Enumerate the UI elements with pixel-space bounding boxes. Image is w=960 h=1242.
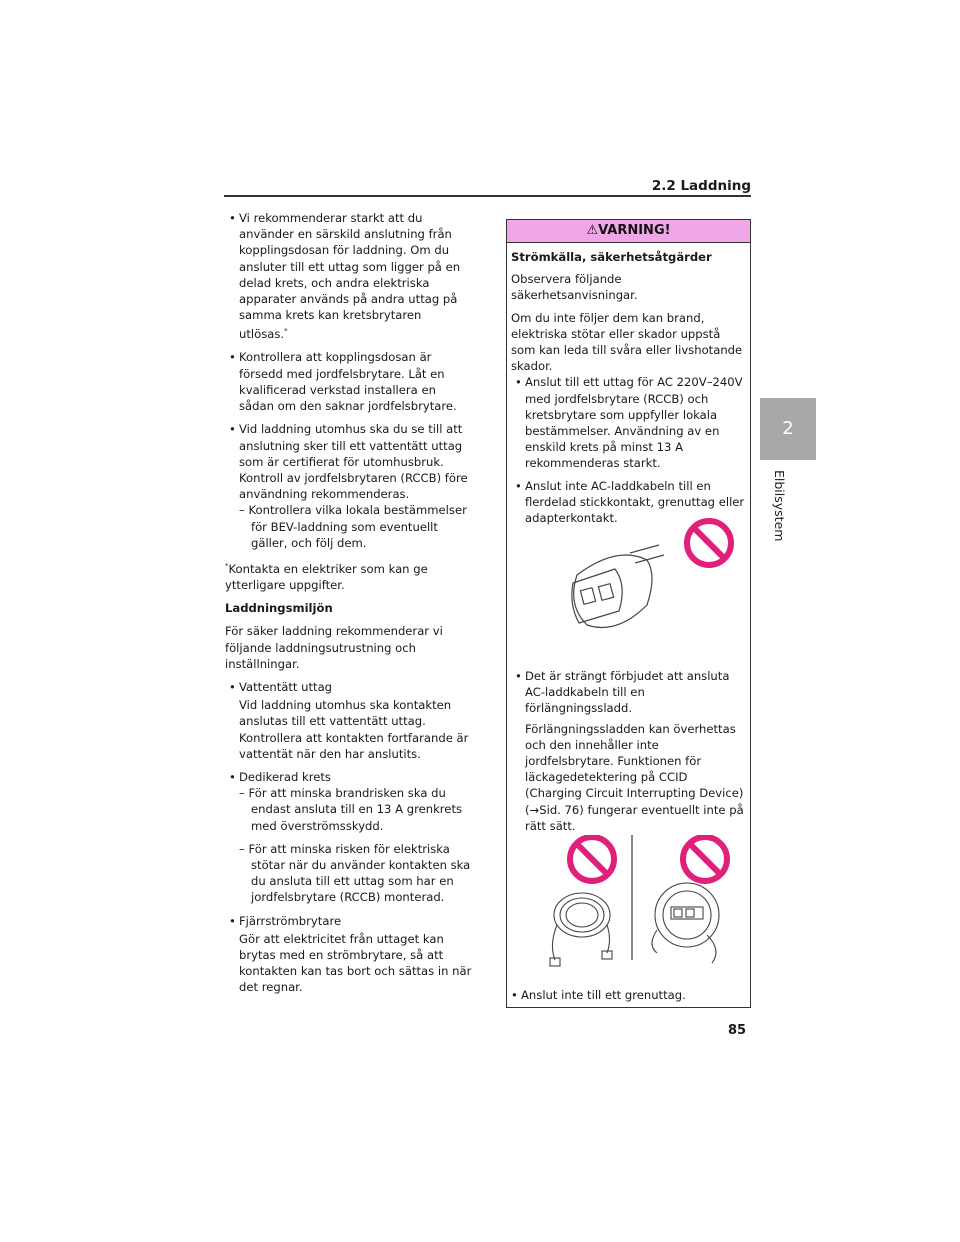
page-number: 85: [728, 1023, 747, 1038]
bullet-waterproof: • Vattentätt uttag: [229, 680, 333, 694]
bullet-remote-switch: • Fjärrströmbrytare: [229, 913, 342, 928]
bullet-outdoor: • Vid laddning utomhus ska du se till att anslutning sker till ett vattentätt uttag som är certifierat för utomhusbruk. Kontroll av jordfelsbrytaren (RCCB) före användning rekommenderas.: [229, 422, 468, 502]
warning-extension-text: Förlängningssladden kan överhettas och den innehåller inte jordfelsbrytare. Funktionen för läckagedetektering på CCID (Charging Circuit Interrupting Device) (→Sid. 76) fungerar eventuellt inte på rätt sätt.: [525, 721, 744, 833]
waterproof-text: Vid laddning utomhus ska kontakten anslutas till ett vattentätt uttag. Kontrollera att kontakten fortfarande är vattentät när den har anslutits.: [239, 698, 469, 761]
warning-triangle-icon: ⚠: [586, 223, 599, 238]
bullet-rccb-check: • Kontrollera att kopplingsdosan är försedd med jordfelsbrytare. Låt en kvalificerad verkstad installera en sådan om den saknar jordfelsbrytare.: [229, 350, 457, 414]
prohibited-icon: [687, 521, 731, 565]
extension-cord-illustration: [550, 893, 612, 966]
extension-cord-prohibited-figure: [507, 835, 750, 985]
chapter-label: Elbilsystem: [772, 470, 787, 542]
warning-bullet-extension: • Det är strängt förbjudet att ansluta AC-laddkabeln till en förlängningssladd.: [515, 669, 730, 716]
warning-header: ⚠VARNING!: [507, 220, 750, 243]
bullet-dedicated-circuit: • Dedikerad krets: [229, 770, 331, 785]
chapter-tab: 2: [760, 398, 816, 460]
footnote: *Kontakta en elektriker som kan ge ytterligare uppgifter.: [225, 561, 428, 592]
prohibited-icon: [570, 837, 727, 881]
cable-reel-illustration: [652, 883, 719, 963]
env-intro: För säker laddning rekommenderar vi följande laddningsutrustning och inställningar.: [225, 624, 443, 671]
sub-fire-risk: – För att minska brandrisken ska du endast ansluta till en 13 A grenkrets med överströmsskydd.: [239, 786, 463, 833]
warning-bullet-power-strip: • Anslut inte till ett grenuttag.: [511, 988, 686, 1002]
env-heading: Laddningsmiljön: [225, 601, 333, 616]
warning-p1: Observera följande säkerhetsanvisningar.: [511, 272, 638, 303]
warning-bullet-adapter: • Anslut inte AC-laddkabeln till en flerdelad stickkontakt, grenuttag eller adapterkontakt.: [515, 478, 745, 526]
sub-shock-risk: – För att minska risken för elektriska stötar när du använder kontakten ska du ansluta till ett uttag som har en jordfelsbrytare (RCCB) monterad.: [239, 841, 471, 905]
warning-p2: Om du inte följer dem kan brand, elektriska stötar eller skador uppstå som kan leda till svåra eller livshotande skador.: [511, 310, 743, 374]
bullet-dedicated-connection: • Vi rekommenderar starkt att du använder en särskild anslutning från kopplingsdosan för laddning. Om du ansluter till ett uttag som ligger på en delad krets, och andra elektriska apparater används på andra uttag på samma krets kan kretsbrytaren utlösas.*: [229, 211, 461, 342]
left-column: [225, 210, 473, 1003]
warning-bullet-outlet: • Anslut till ett uttag för AC 220V–240V med jordfelsbrytare (RCCB) och kretsbrytare som uppfyller lokala bestämmelser. Användning av en enskild krets på minst 13 A rekommenderas starkt.: [515, 375, 743, 471]
warning-heading: Strömkälla, säkerhetsåtgärder: [511, 250, 712, 264]
sub-local-rules: – Kontrollera vilka lokala bestämmelser för BEV-laddning som eventuellt gäller, och följ dem.: [239, 503, 467, 550]
adapter-prohibited-figure: [507, 515, 750, 665]
warning-box: [506, 219, 751, 1008]
header-rule: [224, 195, 751, 197]
remote-switch-text: Gör att elektricitet från uttaget kan brytas med en strömbrytare, så att kontakten kan tas bort och sättas in när det regnar.: [239, 931, 472, 995]
section-title: 2.2 Laddning: [651, 178, 751, 194]
adapter-plug-illustration: [572, 545, 664, 628]
